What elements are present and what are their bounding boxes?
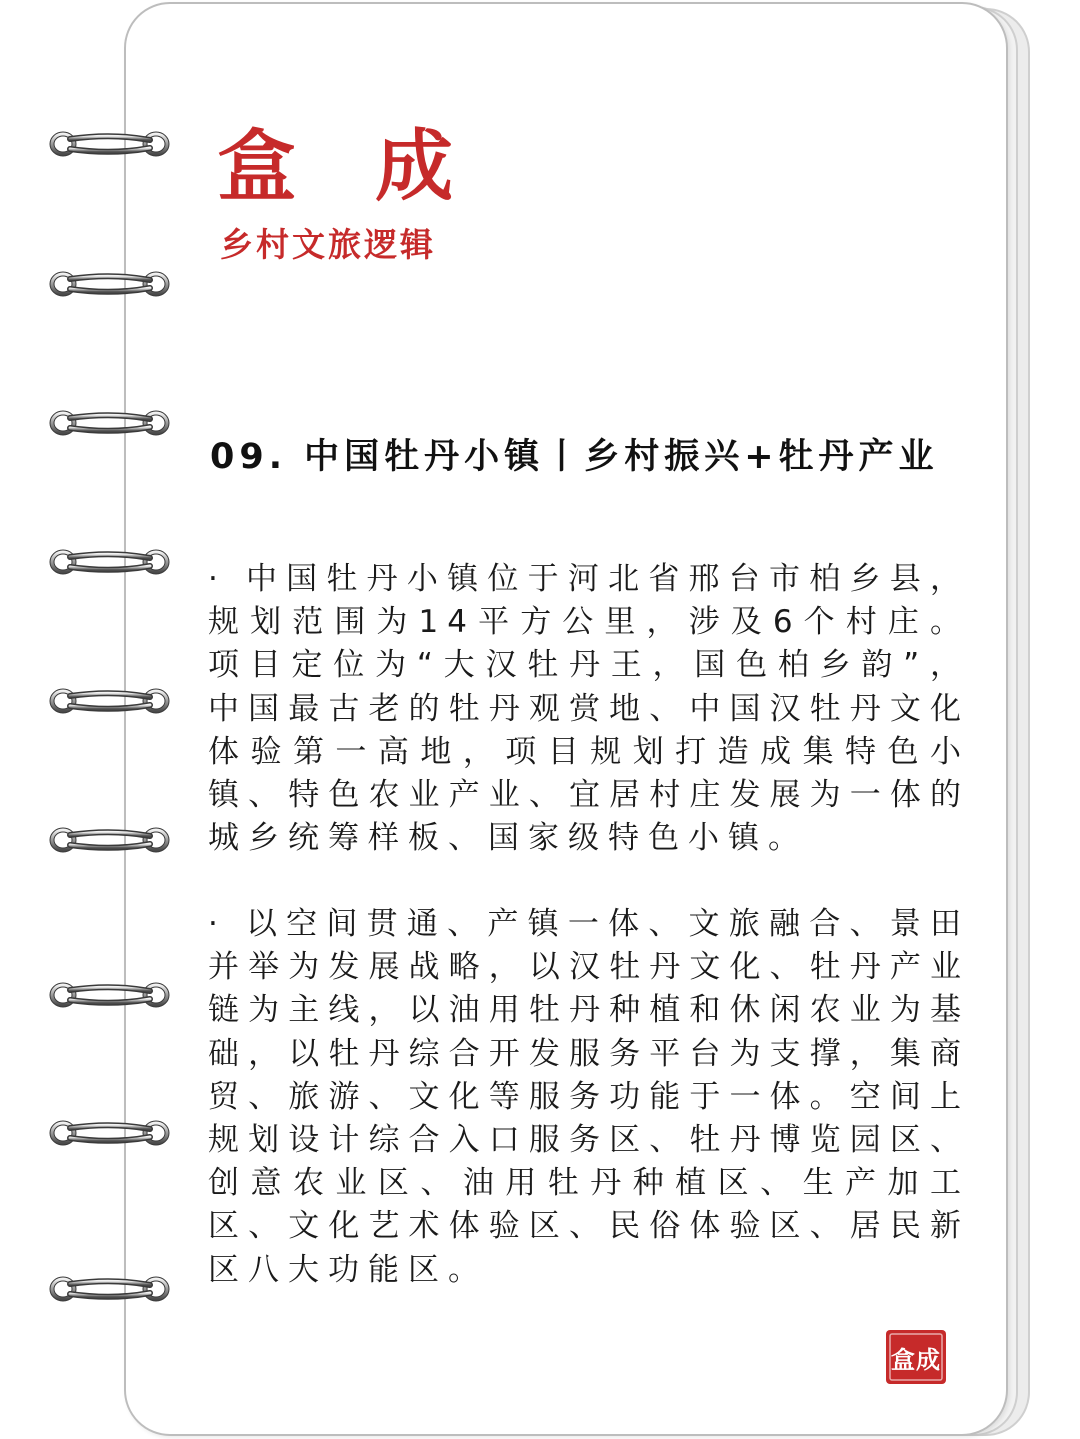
seal-text: 盒成 xyxy=(891,1345,941,1374)
body-paragraph: · 以空间贯通、产镇一体、文旅融合、景田并举为发展战略，以汉牡丹文化、牡丹产业链为主线，以油用牡丹种植和休闲农业为基础，以牡丹综合开发服务平台为支撑，集商贸、旅游、文化等服务功能于一体。空间上规划设计综合入口服务区、牡丹博览园区、创意农业区、油用牡丹种植区、生产加工区、文化艺术体验区、民俗体验区、居民新区八大功能区。 xyxy=(208,906,970,1288)
binder-ring-icon xyxy=(48,686,172,716)
brand-title: 盒 成 xyxy=(218,121,480,212)
binder-ring-icon xyxy=(48,547,172,577)
binder-ring-icon xyxy=(48,269,172,299)
binder-ring-icon xyxy=(48,825,172,855)
section-heading: 09. 中国牡丹小镇丨乡村振兴+牡丹产业 xyxy=(210,437,939,477)
body-paragraph: · 中国牡丹小镇位于河北省邢台市柏乡县，规划范围为14平方公里，涉及6个村庄。项目定位为“大汉牡丹王，国色柏乡韵”，中国最古老的牡丹观赏地、中国汉牡丹文化体验第一高地，项目规划打造成集特色小镇、特色农业产业、宜居村庄发展为一体的城乡统筹样板、国家级特色小镇。 xyxy=(208,561,970,857)
binder-ring-icon xyxy=(48,1118,172,1148)
binder-ring-icon xyxy=(48,980,172,1010)
brand-subtitle: 乡村文旅逻辑 xyxy=(220,225,436,264)
binder-ring-icon xyxy=(48,1274,172,1304)
seal-stamp-icon xyxy=(884,1328,948,1386)
binder-ring-icon xyxy=(48,129,172,159)
binder-ring-icon xyxy=(48,408,172,438)
